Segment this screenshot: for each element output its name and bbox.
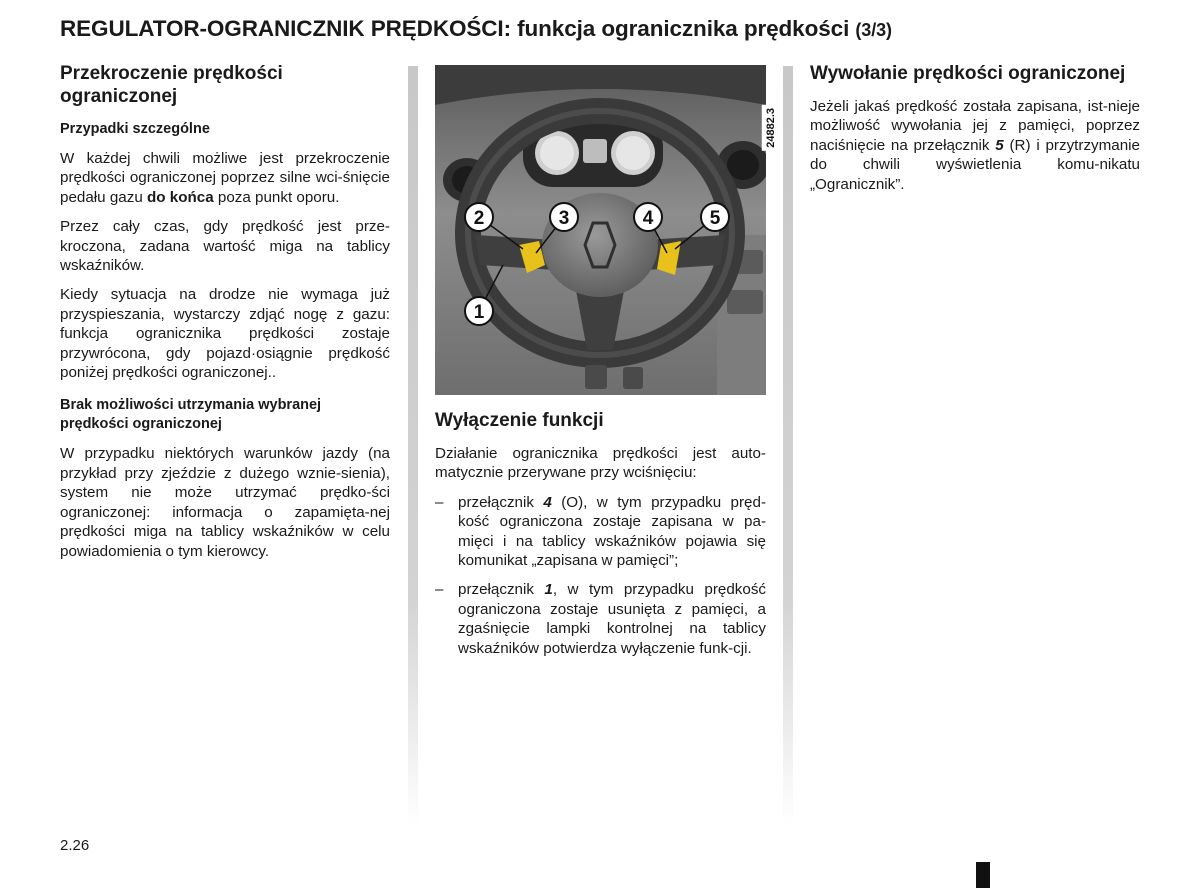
figure-code: 24882.3 [762, 105, 781, 151]
emphasis-to-the-end: do końca [146, 188, 214, 206]
callout-2: 2 [473, 208, 485, 229]
steering-wheel-figure [435, 65, 777, 395]
section-heading-recall: Wywołanie prędkości ograniczonej [810, 63, 1126, 84]
switch-number-4: 4 [543, 493, 552, 511]
steering-wheel-illustration [435, 65, 766, 395]
page-title-main: REGULATOR-OGRANICZNIK PRĘDKOŚCI: funkcja ogranicznika prędkości [60, 16, 850, 41]
section-heading-disable: Wyłączenie funkcji [435, 410, 604, 431]
disable-list [435, 493, 766, 658]
section-heading-exceeding: Przekroczenie prędkości ograniczonej [60, 63, 283, 107]
switch-number-1: 1 [544, 581, 553, 599]
switch-number-5: 5 [995, 136, 1004, 154]
column-middle [435, 62, 777, 668]
page-title-suffix: (3/3) [855, 20, 892, 40]
column-separator-left [408, 66, 418, 826]
callout-3: 3 [558, 208, 570, 229]
paragraph-function-restored: Kiedy sytuacja na drodze nie wymaga już przyspieszania, wystarczy zdjąć nogę z gazu: funkcja ogranicznika prędkości zostaje przywrócona, gdy pojazd·osiągnie prędkość poniżej prędkości ograniczonej.. [60, 286, 390, 382]
subheading-cannot-maintain: Brak możliwości utrzymania wybranej prędkości ograniczonej [60, 397, 322, 433]
callout-5: 5 [709, 208, 721, 229]
page-title [60, 16, 1160, 42]
list-item: – przełącznik 1, w tym przypadku prędkość ograniczona zostaje usunięta z pamięci, a zgaśnięcie lampki kontrolnej na tablicy wskaźników potwierdza wyłączenie funk-cji. [435, 581, 767, 657]
paragraph-recall-speed: Jeżeli jakaś prędkość została zapisana, ist-nieje możliwość wywołania jej z pamięci, poprzez naciśnięcie na przełącznik 5 (R) i przytrzymanie do chwili wyświetlenia komu-nikatu „Ogranicznik”. [810, 98, 1140, 193]
column-right [810, 62, 1140, 204]
paragraph-exceed-speed: W każdej chwili możliwe jest przekroczenie prędkości ograniczonej poprzez silne wci-śnięcie pedału gazu do końca poza punkt oporu. [60, 150, 390, 206]
paragraph-disable-intro: Działanie ogranicznika prędkości jest auto-matycznie przerywane przy wciśnięciu: [435, 445, 766, 482]
callout-4: 4 [642, 208, 654, 229]
callout-1: 1 [473, 302, 485, 323]
paragraph-value-flashes: Przez cały czas, gdy prędkość jest prze-kroczona, zadana wartość miga na tablicy wskaźników. [60, 218, 390, 275]
page-number: 2.26 [60, 837, 90, 854]
paragraph-driving-conditions: W przypadku niektórych warunków jazdy (na przykład przy zjeździe z dużego wznie-sienia), system nie może utrzymać prędko-ści ograniczonej: informacja o zapamięta-nej prędkości miga na tablicy wskaźników w celu powiadomienia o tym kierowcy. [60, 445, 390, 560]
page-edge-marker [976, 862, 990, 888]
column-left [60, 62, 390, 571]
list-item: – przełącznik 4 (O), w tym przypadku pręd-kość ograniczona zostaje zapisana w pa-mięci i na tablicy wskaźników pojawia się komunikat „zapisana w pamięci”; [435, 493, 766, 570]
subheading-special-cases: Przypadki szczególne [60, 121, 210, 137]
column-separator-right [783, 66, 793, 826]
